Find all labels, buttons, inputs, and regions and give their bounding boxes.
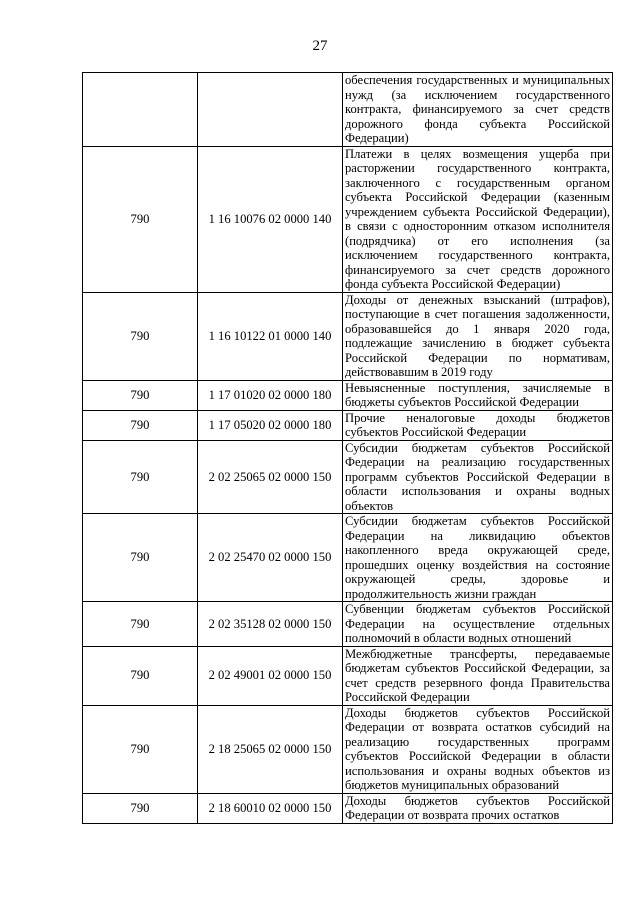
description-cell: Субсидии бюджетам субъектов Российской Федерации на реализацию государственных программ субъектов Российской Федерации в области использования и охраны водных объектов [343, 440, 613, 514]
table-row [83, 146, 613, 292]
table-row [83, 73, 613, 147]
description-cell: Доходы бюджетов субъектов Российской Федерации от возврата остатков субсидий на реализацию государственных программ субъектов Российской Федерации в области использования и охраны водных объектов из бюджетов муниципальных образований [343, 705, 613, 793]
budget-code-cell: 2 02 49001 02 0000 150 [198, 646, 343, 705]
table-row [83, 602, 613, 647]
table-row [83, 793, 613, 823]
description-cell: Субвенции бюджетам субъектов Российской Федерации на осуществление отдельных полномочий в области водных отношений [343, 602, 613, 647]
budget-code-cell: 2 18 60010 02 0000 150 [198, 793, 343, 823]
budget-code-cell: 2 18 25065 02 0000 150 [198, 705, 343, 793]
admin-code-cell: 790 [83, 514, 198, 602]
table-row [83, 646, 613, 705]
budget-code-cell: 2 02 25065 02 0000 150 [198, 440, 343, 514]
description-cell: Межбюджетные трансферты, передаваемые бюджетам субъектов Российской Федерации, за счет средств резервного фонда Правительства Российской Федерации [343, 646, 613, 705]
admin-code-cell [83, 73, 198, 147]
table-row [83, 440, 613, 514]
budget-code-cell: 2 02 25470 02 0000 150 [198, 514, 343, 602]
admin-code-cell: 790 [83, 793, 198, 823]
table-row [83, 410, 613, 440]
budget-code-cell: 1 17 05020 02 0000 180 [198, 410, 343, 440]
budget-code-cell [198, 73, 343, 147]
admin-code-cell: 790 [83, 380, 198, 410]
description-cell: Невыясненные поступления, зачисляемые в бюджеты субъектов Российской Федерации [343, 380, 613, 410]
admin-code-cell: 790 [83, 292, 198, 380]
admin-code-cell: 790 [83, 705, 198, 793]
admin-code-cell: 790 [83, 602, 198, 647]
budget-code-cell: 2 02 35128 02 0000 150 [198, 602, 343, 647]
page-number: 27 [312, 38, 328, 54]
budget-code-cell: 1 17 01020 02 0000 180 [198, 380, 343, 410]
table-row [83, 380, 613, 410]
description-cell: Доходы от денежных взысканий (штрафов), поступающие в счет погашения задолженности, образовавшейся до 1 января 2020 года, подлежащие зачислению в бюджет субъекта Российской Федерации по нормативам, действовавшим в 2019 году [343, 292, 613, 380]
budget-code-cell: 1 16 10076 02 0000 140 [198, 146, 343, 292]
table-row [83, 292, 613, 380]
description-cell: Субсидии бюджетам субъектов Российской Федерации на ликвидацию объектов накопленного вреда окружающей среде, прошедших оценку воздействия на состояние окружающей среды, здоровье и продолжительность жизни граждан [343, 514, 613, 602]
description-cell: Прочие неналоговые доходы бюджетов субъектов Российской Федерации [343, 410, 613, 440]
admin-code-cell: 790 [83, 410, 198, 440]
description-cell: Платежи в целях возмещения ущерба при расторжении государственного контракта, заключенного с государственным органом субъекта Российской Федерации (казенным учреждением субъекта Российской Федерации), в связи с односторонним отказом исполнителя (подрядчика) от его исполнения (за исключением государственного контракта, финансируемого за счет средств дорожного фонда субъекта Российской Федерации) [343, 146, 613, 292]
admin-code-cell: 790 [83, 146, 198, 292]
budget-revenue-table [82, 72, 613, 824]
table-row [83, 514, 613, 602]
table-row [83, 705, 613, 793]
budget-code-cell: 1 16 10122 01 0000 140 [198, 292, 343, 380]
admin-code-cell: 790 [83, 440, 198, 514]
admin-code-cell: 790 [83, 646, 198, 705]
description-cell: Доходы бюджетов субъектов Российской Федерации от возврата прочих остатков [343, 793, 613, 823]
description-cell: обеспечения государственных и муниципальных нужд (за исключением государственного контракта, финансируемого за счет средств дорожного фонда субъекта Российской Федерации) [343, 73, 613, 147]
